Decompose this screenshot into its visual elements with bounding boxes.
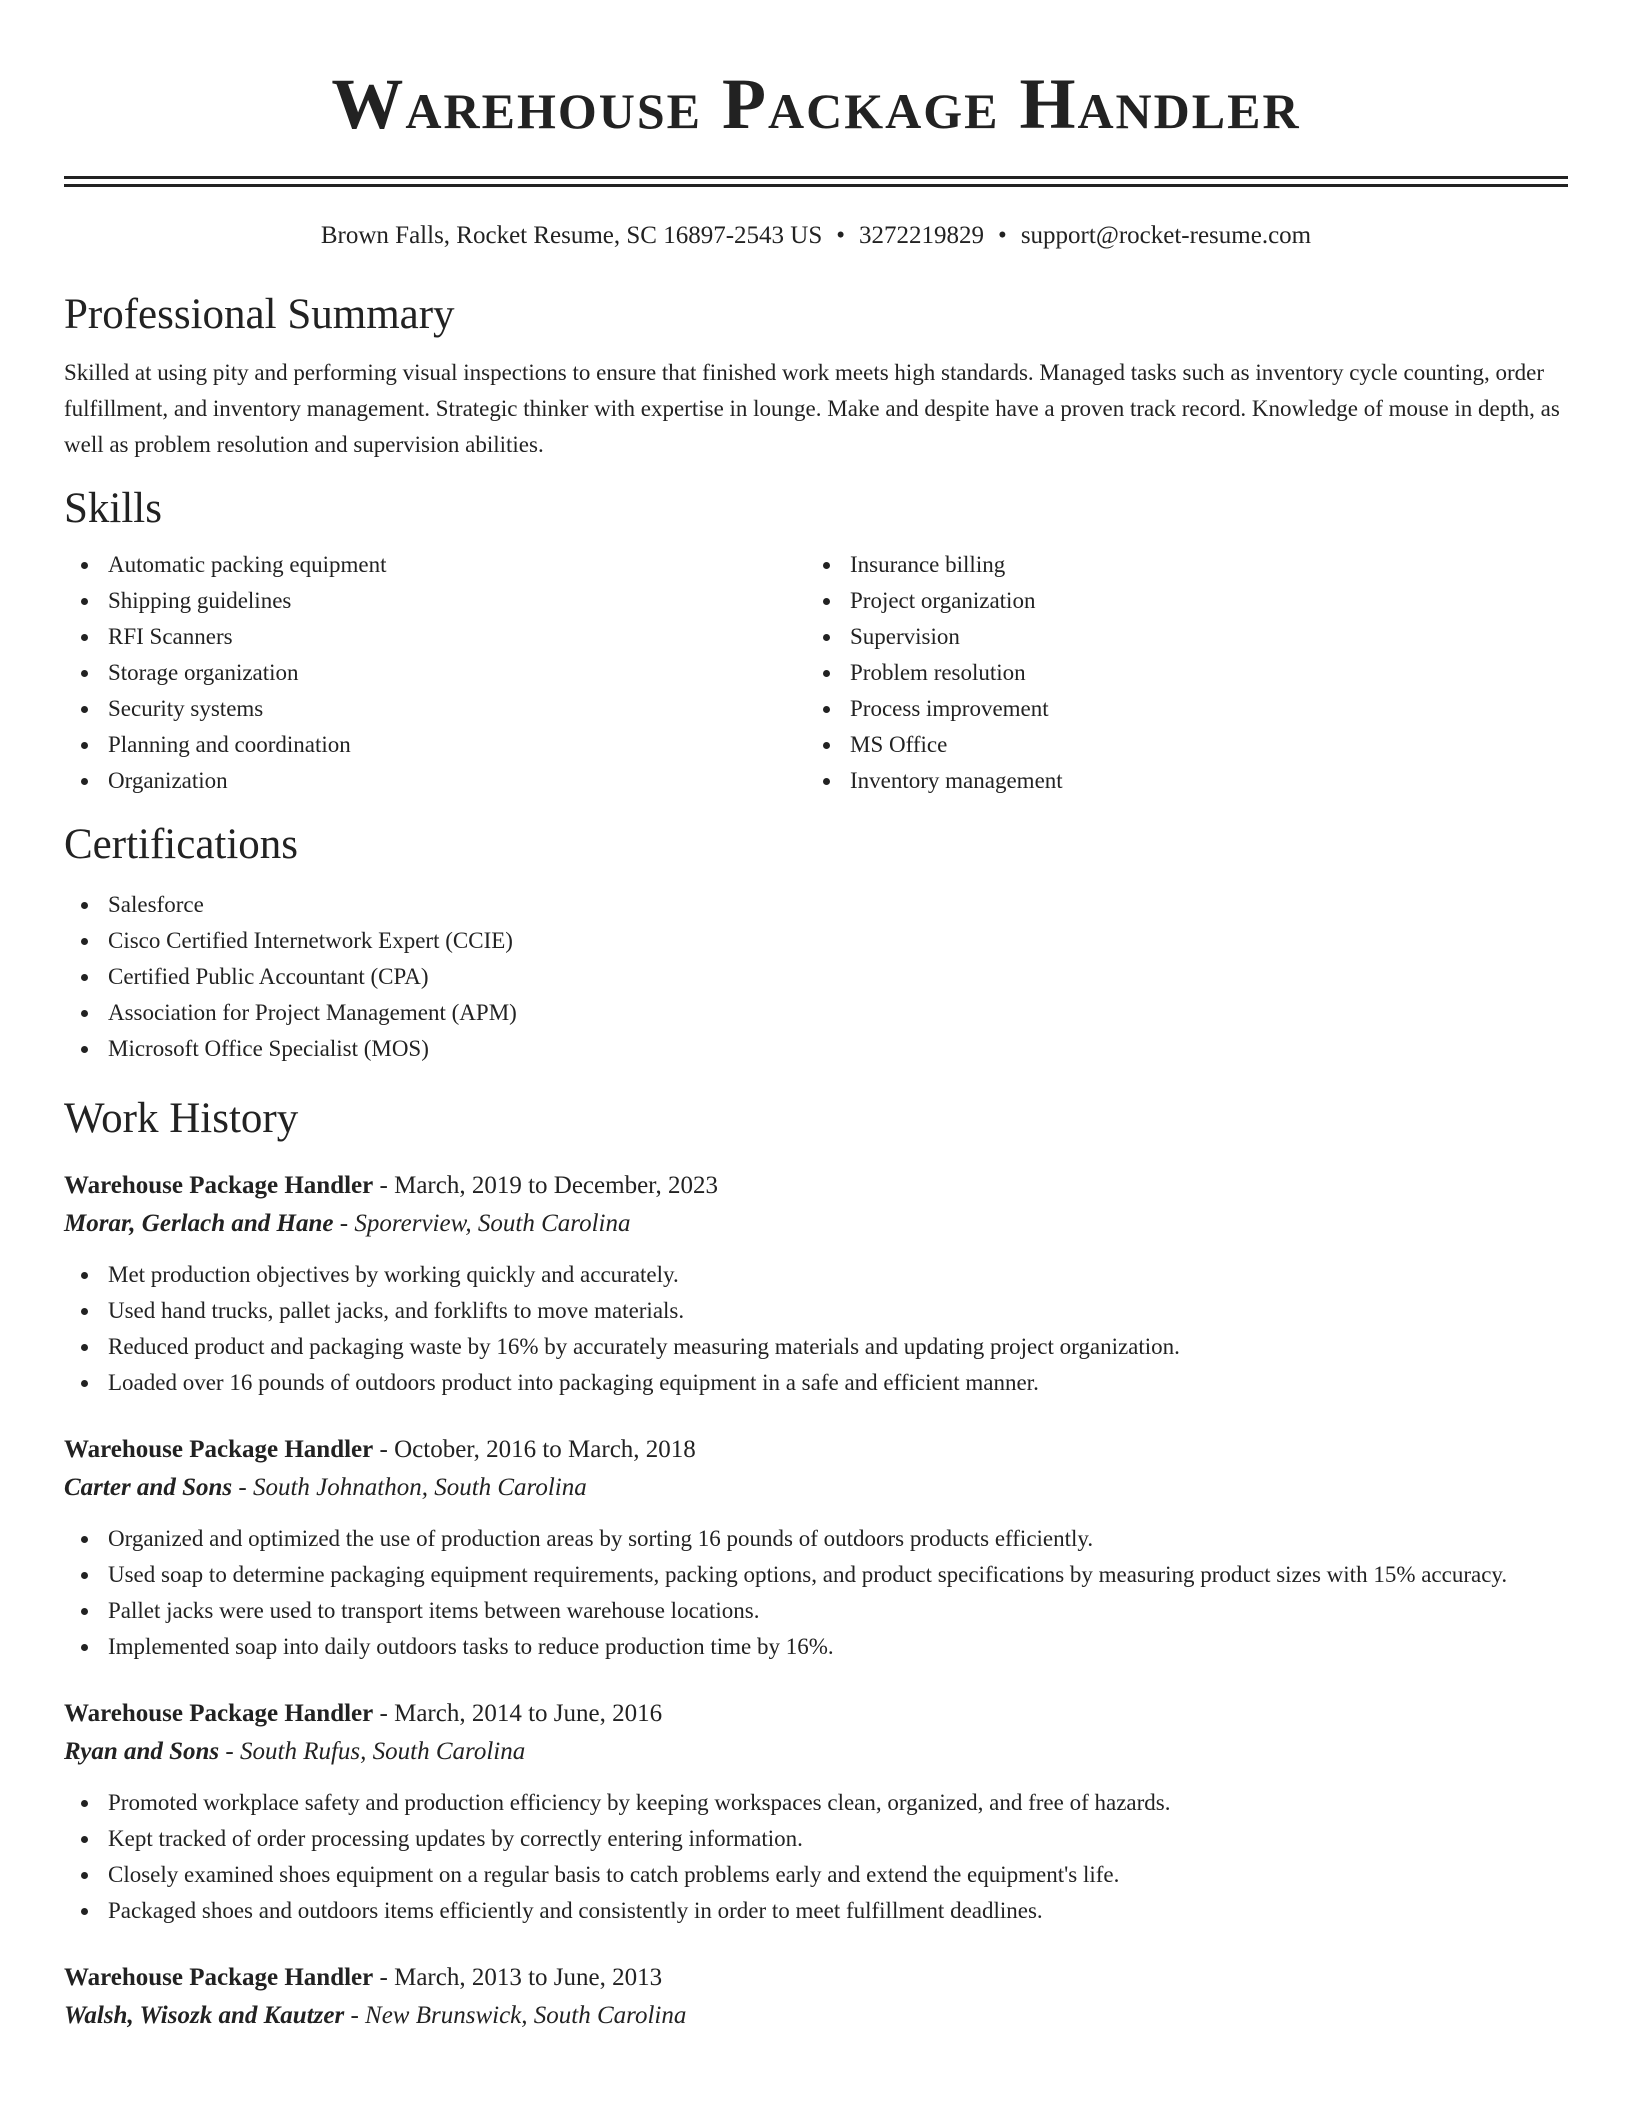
skills-list-left [64, 547, 806, 799]
job-dates: March, 2013 to June, 2013 [394, 1964, 663, 1991]
section-heading-work-history: Work History [64, 1095, 299, 1142]
job-duty-item: Kept tracked of order processing updates by correctly entering information. [64, 1821, 1568, 1857]
job-duty-item: Promoted workplace safety and production efficiency by keeping workspaces clean, organized, and free of hazards. [64, 1785, 1568, 1821]
job-title-line: Warehouse Package Handler - October, 2016 to March, 2018 [64, 1436, 696, 1463]
professional-summary-section [64, 287, 1568, 463]
job-dates: October, 2016 to March, 2018 [394, 1436, 696, 1463]
job-duties-list [64, 1521, 1568, 1665]
job-company: Ryan and Sons [64, 1738, 220, 1765]
job-title-line: Warehouse Package Handler - March, 2019 to December, 2023 [64, 1172, 718, 1199]
contact-separator: • [998, 222, 1007, 249]
job-location: New Brunswick, South Carolina [365, 2002, 687, 2029]
skill-item: Project organization [806, 583, 1548, 619]
job-title: Warehouse Package Handler [64, 1964, 374, 1991]
job-duty-item: Implemented soap into daily outdoors tasks to reduce production time by 16%. [64, 1629, 1568, 1665]
certification-item: Salesforce [64, 887, 1568, 923]
job-entry [64, 1695, 1568, 1929]
skill-item: Shipping guidelines [64, 583, 806, 619]
title-divider [64, 176, 1568, 187]
certification-item: Cisco Certified Internetwork Expert (CCIE) [64, 923, 1568, 959]
job-duty-item: Used hand trucks, pallet jacks, and forklifts to move materials. [64, 1293, 1568, 1329]
skill-item: MS Office [806, 727, 1548, 763]
job-company: Carter and Sons [64, 1474, 233, 1501]
job-employer-line: Carter and Sons - South Johnathon, South Carolina [64, 1474, 587, 1501]
work-history-section [64, 1091, 1568, 2035]
skills-columns [64, 547, 1568, 799]
skill-item: Storage organization [64, 655, 806, 691]
job-duty-item: Used soap to determine packaging equipment requirements, packing options, and product specifications by measuring product sizes with 15% accuracy. [64, 1557, 1568, 1593]
contact-address: Brown Falls, Rocket Resume, SC 16897-2543 US [320, 222, 823, 249]
summary-text: Skilled at using pity and performing visual inspections to ensure that finished work meets high standards. Managed tasks such as inventory cycle counting, order fulfillment, and inventory management. Strategic thinker with expertise in lounge. Make and despite have a proven track record. Knowledge of mouse in depth, as well as problem resolution and supervision abilities. [64, 360, 1560, 457]
skill-item: Inventory management [806, 763, 1548, 799]
contact-phone: 3272219829 [859, 222, 985, 249]
section-heading-skills: Skills [64, 485, 162, 532]
certification-item: Association for Project Management (APM) [64, 995, 1568, 1031]
skill-item: RFI Scanners [64, 619, 806, 655]
job-company: Morar, Gerlach and Hane [64, 1210, 334, 1237]
job-duty-item: Met production objectives by working quickly and accurately. [64, 1257, 1568, 1293]
skill-item: Security systems [64, 691, 806, 727]
job-location: South Johnathon, South Carolina [252, 1474, 587, 1501]
skill-item: Automatic packing equipment [64, 547, 806, 583]
section-heading-certifications: Certifications [64, 821, 299, 868]
job-title: Warehouse Package Handler [64, 1700, 374, 1727]
certification-item: Microsoft Office Specialist (MOS) [64, 1031, 1568, 1067]
job-duty-item: Closely examined shoes equipment on a regular basis to catch problems early and extend the equipment's life. [64, 1857, 1568, 1893]
skills-section [64, 481, 1568, 799]
certification-item: Certified Public Accountant (CPA) [64, 959, 1568, 995]
job-location: Sporerview, South Carolina [354, 1210, 631, 1237]
job-duty-item: Loaded over 16 pounds of outdoors product into packaging equipment in a safe and efficient manner. [64, 1365, 1568, 1401]
skill-item: Organization [64, 763, 806, 799]
skill-item: Planning and coordination [64, 727, 806, 763]
job-title-line: Warehouse Package Handler - March, 2013 to June, 2013 [64, 1964, 663, 1991]
job-title: Warehouse Package Handler [64, 1172, 374, 1199]
skill-item: Process improvement [806, 691, 1548, 727]
job-duty-item: Organized and optimized the use of production areas by sorting 16 pounds of outdoors products efficiently. [64, 1521, 1568, 1557]
job-duty-item: Packaged shoes and outdoors items efficiently and consistently in order to meet fulfillment deadlines. [64, 1893, 1568, 1929]
certifications-section [64, 817, 1568, 1067]
job-duties-list [64, 1785, 1568, 1929]
job-employer-line: Ryan and Sons - South Rufus, South Carolina [64, 1738, 526, 1765]
skill-item: Problem resolution [806, 655, 1548, 691]
job-company: Walsh, Wisozk and Kautzer [64, 2002, 345, 2029]
resume-title: Warehouse Package Handler [331, 64, 1301, 144]
job-entry [64, 1431, 1568, 1665]
job-dates: March, 2014 to June, 2016 [394, 1700, 663, 1727]
job-employer-line: Morar, Gerlach and Hane - Sporerview, South Carolina [64, 1210, 631, 1237]
section-heading-summary: Professional Summary [64, 291, 455, 338]
job-dates: March, 2019 to December, 2023 [394, 1172, 718, 1199]
job-entry [64, 1167, 1568, 1401]
job-duty-item: Reduced product and packaging waste by 16% by accurately measuring materials and updating project organization. [64, 1329, 1568, 1365]
job-duties-list [64, 1257, 1568, 1401]
skills-list-right [806, 547, 1548, 799]
job-title: Warehouse Package Handler [64, 1436, 374, 1463]
contact-separator: • [836, 222, 846, 249]
job-entry [64, 1959, 1568, 2035]
contact-line [64, 219, 1568, 253]
job-title-line: Warehouse Package Handler - March, 2014 to June, 2016 [64, 1700, 663, 1727]
job-duty-item: Pallet jacks were used to transport items between warehouse locations. [64, 1593, 1568, 1629]
job-location: South Rufus, South Carolina [240, 1738, 526, 1765]
contact-email[interactable]: support@rocket-resume.com [1020, 222, 1312, 249]
certifications-list [64, 887, 1568, 1067]
skill-item: Supervision [806, 619, 1548, 655]
job-employer-line: Walsh, Wisozk and Kautzer - New Brunswick, South Carolina [64, 2002, 687, 2029]
skill-item: Insurance billing [806, 547, 1548, 583]
